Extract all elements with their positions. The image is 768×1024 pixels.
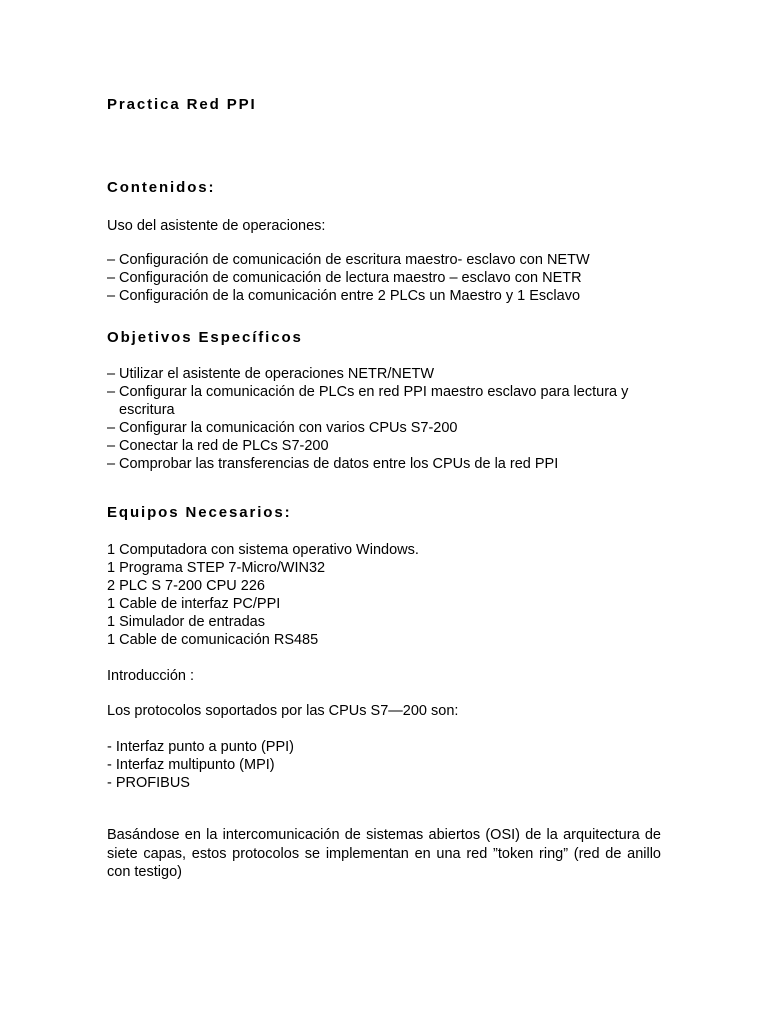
equipos-heading: Equipos Necesarios: — [107, 504, 292, 521]
protocols-intro: Los protocolos soportados por las CPUs S7—200 son: — [107, 703, 459, 719]
list-item: 1 Programa STEP 7-Micro/WIN32 — [107, 560, 326, 576]
list-item: – Comprobar las transferencias de datos entre los CPUs de la red PPI — [107, 456, 559, 472]
list-item: 1 Cable de interfaz PC/PPI — [107, 596, 281, 612]
list-item: 1 Computadora con sistema operativo Windows. — [107, 542, 419, 558]
dash-marker: – — [107, 420, 116, 436]
list-item: – Configuración de comunicación de escritura maestro- esclavo con NETW — [107, 252, 590, 268]
introduccion-label: Introducción : — [107, 668, 195, 684]
list-item: – Configurar la comunicación de PLCs en red PPI maestro esclavo para lectura y escritura — [107, 384, 629, 418]
contenidos-list — [107, 251, 679, 305]
list-item: - Interfaz punto a punto (PPI) — [107, 739, 294, 755]
dash-marker: – — [107, 456, 116, 472]
list-item: 1 Simulador de entradas — [107, 614, 265, 630]
dash-marker: – — [107, 288, 116, 304]
list-item: - Interfaz multipunto (MPI) — [107, 757, 275, 773]
list-item: – Conectar la red de PLCs S7-200 — [107, 438, 329, 454]
list-item: 1 Cable de comunicación RS485 — [107, 632, 319, 648]
objetivos-list — [107, 365, 679, 473]
dash-marker: – — [107, 366, 116, 382]
dash-marker: – — [107, 252, 116, 268]
objetivos-heading: Objetivos Específicos — [107, 329, 303, 346]
list-item: - PROFIBUS — [107, 775, 190, 791]
list-item: – Utilizar el asistente de operaciones NETR/NETW — [107, 366, 435, 382]
list-item: – Configuración de la comunicación entre 2 PLCs un Maestro y 1 Esclavo — [107, 288, 581, 304]
body-paragraph: Basándose en la intercomunicación de sistemas abiertos (OSI) de la arquitectura de siete capas, estos protocolos se implementan en una red ”token ring” (red de anillo con testigo) — [107, 827, 661, 880]
document-title: Practica Red PPI — [107, 96, 257, 113]
list-item: – Configuración de comunicación de lectura maestro – esclavo con NETR — [107, 270, 582, 286]
dash-marker: – — [107, 384, 116, 400]
equipos-list — [107, 541, 419, 649]
protocols-list — [107, 738, 294, 792]
dash-marker: – — [107, 270, 116, 286]
list-item: – Configurar la comunicación con varios CPUs S7-200 — [107, 420, 458, 436]
list-item: 2 PLC S 7-200 CPU 226 — [107, 578, 265, 594]
contenidos-intro: Uso del asistente de operaciones: — [107, 218, 326, 234]
contenidos-heading: Contenidos: — [107, 179, 216, 196]
dash-marker: – — [107, 438, 116, 454]
